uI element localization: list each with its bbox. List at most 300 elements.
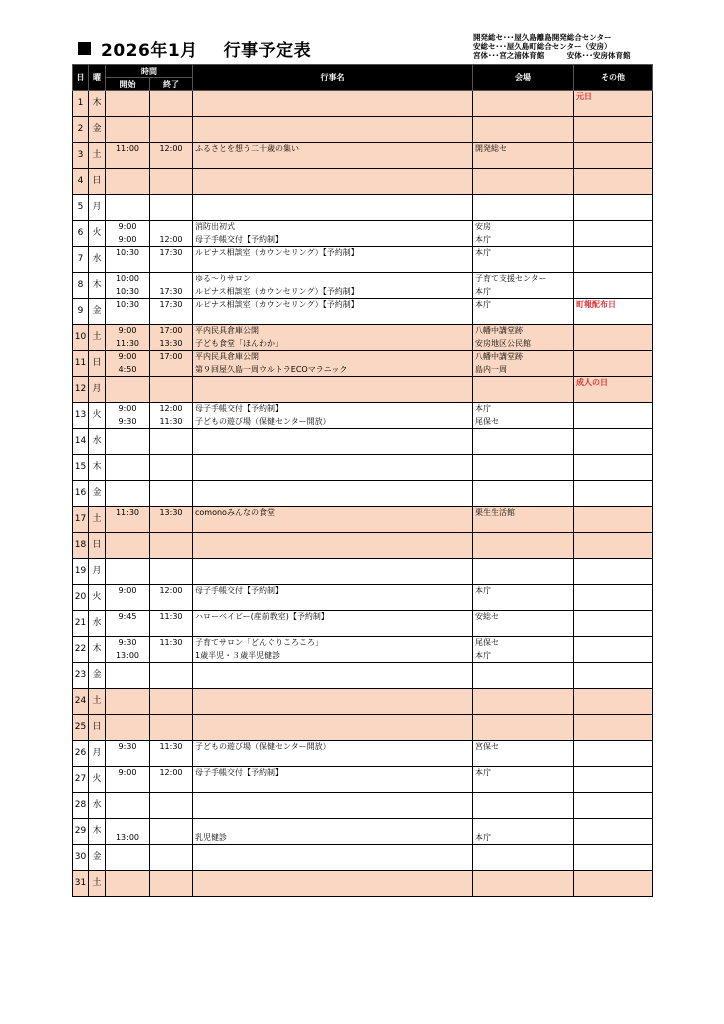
day-cell: 18 <box>73 533 89 559</box>
legend-line: 宮体･･･宮之浦体育館 安体･･･安房体育館 <box>473 51 631 60</box>
other-cell <box>574 637 653 663</box>
table-row <box>73 533 653 559</box>
event-cell <box>193 715 473 741</box>
start-time-cell <box>106 143 150 169</box>
venue-name: 本庁 <box>475 248 491 257</box>
start-time: 11:30 <box>115 338 140 348</box>
event-name: 母子手帳交付【予約制】 <box>195 586 283 595</box>
event-cell <box>193 585 473 611</box>
table-row <box>73 585 653 611</box>
table-row <box>73 793 653 819</box>
event-cell <box>193 533 473 559</box>
venue-name: 本庁 <box>475 234 491 244</box>
start-time-cell <box>106 195 150 221</box>
header-venue: 会場 <box>473 65 574 91</box>
start-time <box>106 819 149 832</box>
weekday-cell: 金 <box>89 299 106 325</box>
weekday-cell: 木 <box>89 455 106 481</box>
other-cell <box>574 585 653 611</box>
start-time: 9:00 <box>118 768 137 777</box>
event-cell <box>193 663 473 689</box>
other-cell <box>574 221 653 247</box>
day-cell: 19 <box>73 559 89 585</box>
end-time-cell <box>150 403 193 429</box>
start-time: 4:50 <box>118 364 137 374</box>
venue-cell <box>473 611 574 637</box>
event-cell <box>193 637 473 663</box>
venue-cell <box>473 637 574 663</box>
other-cell <box>574 689 653 715</box>
day-cell: 1 <box>73 91 89 117</box>
start-time-cell <box>106 611 150 637</box>
day-cell: 9 <box>73 299 89 325</box>
table-row <box>73 247 653 273</box>
start-time-cell <box>106 689 150 715</box>
start-time-cell <box>106 91 150 117</box>
end-time-cell <box>150 845 193 871</box>
weekday-cell: 木 <box>89 91 106 117</box>
other-cell <box>574 455 653 481</box>
other-cell <box>574 793 653 819</box>
table-row <box>73 325 653 351</box>
weekday-cell: 金 <box>89 117 106 143</box>
venue-name <box>475 819 573 832</box>
event-name: 第９回屋久島一周ウルトラECOマラニック <box>195 364 348 374</box>
end-time-cell <box>150 169 193 195</box>
end-time: 12:00 <box>159 144 183 153</box>
venue-name: 本庁 <box>475 286 491 296</box>
day-cell: 17 <box>73 507 89 533</box>
start-time-cell <box>106 559 150 585</box>
venue-cell <box>473 455 574 481</box>
start-time-cell <box>106 403 150 429</box>
other-cell <box>574 169 653 195</box>
page-title <box>78 36 311 61</box>
start-time: 9:30 <box>118 742 137 751</box>
end-time-cell <box>150 507 193 533</box>
day-cell: 22 <box>73 637 89 663</box>
table-row <box>73 663 653 689</box>
other-cell <box>574 351 653 377</box>
venue-name: 本庁 <box>475 832 491 842</box>
venue-cell <box>473 429 574 455</box>
table-row <box>73 429 653 455</box>
event-name: 平内民具倉庫公開 <box>195 352 259 361</box>
event-cell <box>193 273 473 299</box>
table-header <box>73 65 653 91</box>
event-cell <box>193 741 473 767</box>
start-time: 9:00 <box>118 352 137 361</box>
start-time: 9:00 <box>118 234 137 244</box>
end-time: 17:30 <box>159 286 183 296</box>
start-time: 9:00 <box>118 404 137 413</box>
event-cell <box>193 611 473 637</box>
weekday-cell: 金 <box>89 481 106 507</box>
venue-cell <box>473 221 574 247</box>
start-time-cell <box>106 871 150 897</box>
event-cell <box>193 767 473 793</box>
table-row <box>73 767 653 793</box>
title-heading: 行事予定表 <box>223 41 312 61</box>
header-weekday: 曜 <box>89 65 106 91</box>
event-name: comonoみんなの食堂 <box>195 508 275 517</box>
day-cell: 10 <box>73 325 89 351</box>
start-time-cell <box>106 221 150 247</box>
event-name: 子ども食堂「ほんわか」 <box>195 338 283 348</box>
header-start: 開始 <box>106 78 150 91</box>
end-time: 13:30 <box>159 508 183 517</box>
venue-cell <box>473 403 574 429</box>
event-cell <box>193 247 473 273</box>
event-cell <box>193 351 473 377</box>
end-time-cell <box>150 637 193 663</box>
event-cell <box>193 429 473 455</box>
start-time: 9:30 <box>118 638 137 647</box>
weekday-cell: 水 <box>89 793 106 819</box>
end-time-cell <box>150 273 193 299</box>
weekday-cell: 木 <box>89 637 106 663</box>
venue-name: 尾保セ <box>475 416 499 426</box>
other-cell <box>574 117 653 143</box>
weekday-cell: 土 <box>89 871 106 897</box>
venue-cell <box>473 481 574 507</box>
end-time: 12:00 <box>159 586 183 595</box>
title-month: 2026年1月 <box>101 41 198 61</box>
day-cell: 21 <box>73 611 89 637</box>
day-cell: 16 <box>73 481 89 507</box>
table-row <box>73 143 653 169</box>
header-other: その他 <box>574 65 653 91</box>
table-row <box>73 611 653 637</box>
start-time-cell <box>106 637 150 663</box>
venue-name: 八幡中講堂跡 <box>475 352 523 361</box>
other-cell <box>574 871 653 897</box>
day-cell: 8 <box>73 273 89 299</box>
end-time-cell <box>150 819 193 845</box>
legend-line: 安総セ･･･屋久島町総合センター（安房） <box>473 42 612 51</box>
day-cell: 26 <box>73 741 89 767</box>
other-cell: 町報配布日 <box>574 299 653 325</box>
venue-name: 安房 <box>475 222 491 231</box>
start-time: 9:30 <box>118 416 137 426</box>
start-time-cell <box>106 507 150 533</box>
venue-cell <box>473 143 574 169</box>
other-cell <box>574 845 653 871</box>
start-time: 11:30 <box>115 508 140 517</box>
table-row <box>73 221 653 247</box>
start-time-cell <box>106 273 150 299</box>
start-time-cell <box>106 481 150 507</box>
end-time-cell <box>150 793 193 819</box>
other-cell <box>574 143 653 169</box>
end-time-cell <box>150 455 193 481</box>
event-name: 子どもの遊び場（保健センター開放） <box>195 742 331 751</box>
table-row <box>73 299 653 325</box>
venue-name: 八幡中講堂跡 <box>475 326 523 335</box>
end-time: 11:30 <box>159 612 183 621</box>
end-time: 11:30 <box>159 638 183 647</box>
event-cell <box>193 221 473 247</box>
event-cell <box>193 689 473 715</box>
end-time <box>150 364 192 377</box>
day-cell: 4 <box>73 169 89 195</box>
table-row <box>73 455 653 481</box>
start-time: 9:45 <box>118 612 137 621</box>
end-time <box>150 650 192 663</box>
venue-cell <box>473 195 574 221</box>
day-cell: 24 <box>73 689 89 715</box>
table-row <box>73 819 653 845</box>
event-cell <box>193 325 473 351</box>
legend-line: 開発総セ･･･屋久島離島開発総合センター <box>473 33 612 42</box>
event-name: 平内民具倉庫公開 <box>195 326 259 335</box>
start-time: 10:30 <box>115 300 140 309</box>
table-row <box>73 169 653 195</box>
venue-cell <box>473 351 574 377</box>
start-time-cell <box>106 455 150 481</box>
end-time-cell <box>150 91 193 117</box>
venue-cell <box>473 715 574 741</box>
venue-name: 本庁 <box>475 768 491 777</box>
table-row <box>73 377 653 403</box>
table-row <box>73 871 653 897</box>
venue-cell <box>473 91 574 117</box>
weekday-cell: 土 <box>89 325 106 351</box>
event-cell <box>193 507 473 533</box>
start-time: 11:00 <box>115 144 140 153</box>
weekday-cell: 土 <box>89 507 106 533</box>
table-row <box>73 637 653 663</box>
schedule-table <box>72 64 653 897</box>
weekday-cell: 金 <box>89 845 106 871</box>
end-time: 17:00 <box>159 326 183 335</box>
day-cell: 5 <box>73 195 89 221</box>
weekday-cell: 木 <box>89 273 106 299</box>
weekday-cell: 木 <box>89 819 106 845</box>
event-name: 母子手帳交付【予約制】 <box>195 404 283 413</box>
start-time: 9:00 <box>118 326 137 335</box>
start-time-cell <box>106 663 150 689</box>
table-row <box>73 481 653 507</box>
start-time-cell <box>106 715 150 741</box>
end-time: 12:00 <box>159 234 183 244</box>
event-name: 1歳半児・３歳半児健診 <box>195 650 281 660</box>
other-cell <box>574 481 653 507</box>
venue-name: 栗生生活館 <box>475 508 515 517</box>
venue-cell <box>473 663 574 689</box>
day-cell: 31 <box>73 871 89 897</box>
venue-cell <box>473 585 574 611</box>
end-time-cell <box>150 299 193 325</box>
weekday-cell: 火 <box>89 767 106 793</box>
event-cell <box>193 117 473 143</box>
event-name: 母子手帳交付【予約制】 <box>195 234 283 244</box>
start-time-cell <box>106 299 150 325</box>
event-cell <box>193 377 473 403</box>
other-cell <box>574 559 653 585</box>
day-cell: 27 <box>73 767 89 793</box>
event-cell <box>193 871 473 897</box>
weekday-cell: 火 <box>89 221 106 247</box>
start-time: 10:00 <box>115 274 140 283</box>
event-name <box>195 819 472 832</box>
weekday-cell: 水 <box>89 611 106 637</box>
day-cell: 13 <box>73 403 89 429</box>
start-time-cell <box>106 845 150 871</box>
start-time-cell <box>106 377 150 403</box>
end-time: 12:00 <box>159 768 183 777</box>
other-cell <box>574 195 653 221</box>
event-cell <box>193 403 473 429</box>
start-time: 13:00 <box>115 832 140 842</box>
table-row <box>73 403 653 429</box>
start-time-cell <box>106 117 150 143</box>
end-time-cell <box>150 481 193 507</box>
day-cell: 7 <box>73 247 89 273</box>
day-cell: 23 <box>73 663 89 689</box>
table-row <box>73 273 653 299</box>
weekday-cell: 日 <box>89 715 106 741</box>
venue-name: 島内一周 <box>475 364 507 374</box>
day-cell: 12 <box>73 377 89 403</box>
start-time: 10:30 <box>115 286 140 296</box>
other-cell <box>574 663 653 689</box>
start-time: 10:30 <box>115 248 140 257</box>
weekday-cell: 月 <box>89 195 106 221</box>
other-cell <box>574 715 653 741</box>
weekday-cell: 日 <box>89 533 106 559</box>
table-row <box>73 689 653 715</box>
weekday-cell: 日 <box>89 169 106 195</box>
event-cell <box>193 481 473 507</box>
start-time-cell <box>106 819 150 845</box>
venue-cell <box>473 767 574 793</box>
event-name: 子どもの遊び場（保健センター開放） <box>195 416 331 426</box>
weekday-cell: 水 <box>89 429 106 455</box>
venue-name: 宮保セ <box>475 742 499 751</box>
end-time: 12:00 <box>159 404 183 413</box>
weekday-cell: 月 <box>89 741 106 767</box>
end-time-cell <box>150 325 193 351</box>
venue-cell <box>473 247 574 273</box>
end-time-cell <box>150 195 193 221</box>
start-time-cell <box>106 429 150 455</box>
table-row <box>73 507 653 533</box>
event-name: ルピナス相談室（カウンセリング）【予約制】 <box>195 248 359 257</box>
venue-name: 本庁 <box>475 586 491 595</box>
start-time-cell <box>106 169 150 195</box>
venue-cell <box>473 117 574 143</box>
other-cell <box>574 429 653 455</box>
venue-cell <box>473 845 574 871</box>
day-cell: 15 <box>73 455 89 481</box>
day-cell: 20 <box>73 585 89 611</box>
table-body <box>73 91 653 897</box>
venue-name: 安房地区公民館 <box>475 338 531 348</box>
weekday-cell: 水 <box>89 247 106 273</box>
start-time-cell <box>106 325 150 351</box>
start-time-cell <box>106 793 150 819</box>
event-cell <box>193 455 473 481</box>
venue-cell <box>473 507 574 533</box>
other-cell <box>574 247 653 273</box>
day-cell: 28 <box>73 793 89 819</box>
other-cell <box>574 507 653 533</box>
event-cell <box>193 845 473 871</box>
venue-cell <box>473 871 574 897</box>
square-bullet-icon <box>78 42 91 55</box>
end-time-cell <box>150 585 193 611</box>
end-time-cell <box>150 689 193 715</box>
event-name: ハローベイビー(産前教室)【予約制】 <box>195 612 329 621</box>
end-time-cell <box>150 247 193 273</box>
event-name: ルピナス相談室（カウンセリング）【予約制】 <box>195 286 359 296</box>
end-time: 13:30 <box>159 338 183 348</box>
venue-cell <box>473 273 574 299</box>
header-time: 時間 <box>106 65 193 78</box>
end-time-cell <box>150 143 193 169</box>
venue-name: 安総セ <box>475 612 499 621</box>
header-day: 日 <box>73 65 89 91</box>
end-time <box>150 273 192 286</box>
end-time: 11:30 <box>159 742 183 751</box>
day-cell: 29 <box>73 819 89 845</box>
weekday-cell: 土 <box>89 689 106 715</box>
end-time-cell <box>150 221 193 247</box>
end-time-cell <box>150 715 193 741</box>
header-end: 終了 <box>150 78 193 91</box>
venue-name: 尾保セ <box>475 638 499 647</box>
end-time-cell <box>150 741 193 767</box>
end-time-cell <box>150 117 193 143</box>
venue-cell <box>473 819 574 845</box>
start-time-cell <box>106 741 150 767</box>
venue-cell <box>473 793 574 819</box>
weekday-cell: 金 <box>89 663 106 689</box>
weekday-cell: 土 <box>89 143 106 169</box>
weekday-cell: 火 <box>89 403 106 429</box>
table-row <box>73 91 653 117</box>
table-row <box>73 741 653 767</box>
header-event: 行事名 <box>193 65 473 91</box>
table-row <box>73 351 653 377</box>
start-time-cell <box>106 247 150 273</box>
start-time: 13:00 <box>115 650 140 660</box>
day-cell: 30 <box>73 845 89 871</box>
end-time: 17:30 <box>159 300 183 309</box>
venue-cell <box>473 559 574 585</box>
venue-legend <box>473 33 631 60</box>
event-name: ルピナス相談室（カウンセリング）【予約制】 <box>195 300 359 309</box>
other-cell <box>574 741 653 767</box>
day-cell: 2 <box>73 117 89 143</box>
end-time-cell <box>150 871 193 897</box>
weekday-cell: 月 <box>89 559 106 585</box>
weekday-cell: 日 <box>89 351 106 377</box>
other-cell <box>574 533 653 559</box>
event-cell <box>193 91 473 117</box>
day-cell: 25 <box>73 715 89 741</box>
other-cell <box>574 611 653 637</box>
venue-cell <box>473 741 574 767</box>
end-time <box>150 221 192 234</box>
day-cell: 11 <box>73 351 89 377</box>
venue-cell <box>473 299 574 325</box>
venue-name: 子育て支援センター <box>475 274 547 283</box>
other-cell <box>574 325 653 351</box>
table-row <box>73 845 653 871</box>
event-name: 子育てサロン「どんぐりころころ」 <box>195 638 323 647</box>
